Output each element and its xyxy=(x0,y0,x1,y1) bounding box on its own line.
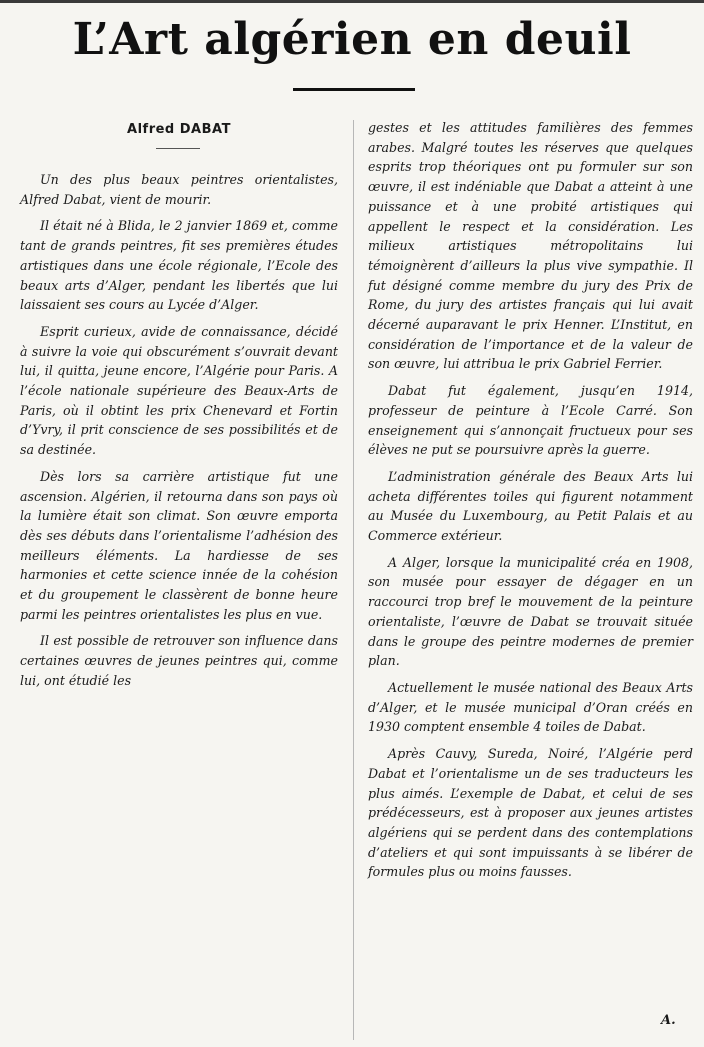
left-column xyxy=(20,170,338,698)
right-paragraph-1: Dabat fut également, jusqu’en 1914, professeur de peinture à l’Ecole Carré. Son enseignement qui s’annonçait fructueux pour ses élèves ne put se poursuivre après la guerre. xyxy=(368,383,693,458)
column-divider xyxy=(353,120,354,1040)
headline-underline xyxy=(293,88,415,91)
article-byline: Alfred DABAT xyxy=(127,122,231,137)
top-border-rule xyxy=(0,0,704,3)
left-paragraph-3: Esprit curieux, avide de connaissance, décidé à suivre la voie qui obscurément s’ouvrait devant lui, il quitta, jeune encore, l’Algérie pour Paris. A l’école nationale supérieure des Beaux-Arts de Paris, où il obtint les prix Chenevard et Fortin d’Yvry, il prit conscience de ses possibilités et de sa destinée. xyxy=(20,323,338,458)
right-paragraph-2: L’administration générale des Beaux Arts lui acheta différentes toiles qui figurent notamment au Musée du Luxembourg, au Petit Palais et au Commerce extérieur. xyxy=(368,468,693,544)
byline-ornament-rule xyxy=(156,148,200,149)
right-column xyxy=(368,118,693,889)
right-paragraph-5: Après Cauvy, Sureda, Noiré, l’Algérie perd Dabat et l’orientalisme un de ses traducteurs les plus aimés. L’exemple de Dabat, et celui de ses prédécesseurs, est à proposer aux jeunes artistes algériens qui se perdent dans des contemplations d’ateliers et qui sont impuissants à se libérer de formules plus ou moins fausses. xyxy=(368,746,693,880)
left-paragraph-4: Dès lors sa carrière artistique fut une ascension. Algérien, il retourna dans son pays où la lumière était son climat. Son œuvre emporta dès ses débuts dans l’orientalisme l’adhésion des meilleurs éléments. La hardiesse de ses harmonies et cette science innée de la cohésion et du groupement le classèrent de bonne heure parmi les peintres orientalistes les plus en vue. xyxy=(20,468,338,622)
article-headline: L’Art algérien en deuil xyxy=(72,14,632,65)
right-paragraph-continuation: gestes et les attitudes familières des femmes arabes. Malgré toutes les réserves que quelques esprits trop théoriques ont pu formuler sur son œuvre, il est indéniable que Dabat a atteint à une puissance et à une probité artistiques qui appellent le respect et la considération. Les milieux artistiques métropolitains lui témoignèrent d’ailleurs la plus vive sympathie. Il fut désigné comme membre du jury des Prix de Rome, du jury des artistes français qui lui avait décerné auparavant le prix Henner. L’Institut, en considération de l’importance et de la valeur de son œuvre, lui attribua le prix Gabriel Ferrier. xyxy=(368,120,693,372)
author-signature: A. xyxy=(661,1013,676,1028)
left-paragraph-5: Il est possible de retrouver son influence dans certaines œuvres de jeunes peintres qui, comme lui, ont étudié les xyxy=(20,633,338,688)
left-paragraph-1: Un des plus beaux peintres orientalistes, Alfred Dabat, vient de mourir. xyxy=(20,172,338,207)
right-paragraph-3: A Alger, lorsque la municipalité créa en 1908, son musée pour essayer de dégager en un raccourci trop bref le mouvement de la peinture orientaliste, l’œuvre de Dabat se trouvait située dans le groupe des peintre modernes de premier plan. xyxy=(368,554,693,669)
right-paragraph-4: Actuellement le musée national des Beaux Arts d’Alger, et le musée municipal d’Oran créés en 1930 comptent ensemble 4 toiles de Dabat. xyxy=(368,679,693,735)
left-paragraph-2: Il était né à Blida, le 2 janvier 1869 et, comme tant de grands peintres, fit ses premières études artistiques dans une école régionale, l’Ecole des beaux arts d’Alger, pendant les libertés que lui laissaient ses cours au Lycée d’Alger. xyxy=(20,218,338,313)
